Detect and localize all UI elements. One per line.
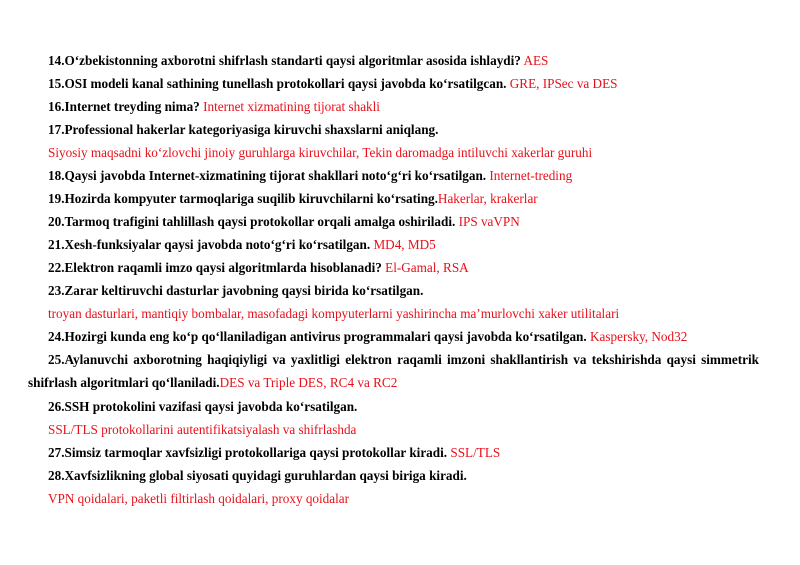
question-27: [28, 441, 759, 464]
question-26: [28, 395, 759, 418]
question-24: [28, 325, 759, 348]
question-text: 24.Hozirgi kunda eng ko‘p qo‘llaniladigan antivirus programmalari qaysi javobda ko‘rsatilgan.: [48, 329, 587, 344]
question-text: 21.Xesh-funksiyalar qaysi javobda noto‘g‘ri ko‘rsatilgan.: [48, 237, 371, 252]
question-text: 18.Qaysi javobda Internet-xizmatining tijorat shakllari noto‘g‘ri ko‘rsatilgan.: [48, 168, 487, 183]
question-17: [28, 118, 759, 141]
answer-26: [48, 418, 759, 441]
answer-text: AES: [523, 53, 549, 68]
question-text: 17.Professional hakerlar kategoriyasiga kiruvchi shaxslarni aniqlang.: [48, 122, 439, 137]
question-14: [28, 49, 759, 72]
question-28: [28, 464, 759, 487]
question-text: 23.Zarar keltiruvchi dasturlar javobning qaysi birida ko‘rsatilgan.: [48, 283, 424, 298]
answer-text: MD4, MD5: [373, 237, 436, 252]
question-21: [28, 233, 759, 256]
answer-text: SSL/TLS: [450, 445, 501, 460]
question-23: [28, 279, 759, 302]
question-18: [28, 164, 759, 187]
question-text: 26.SSH protokolini vazifasi qaysi javobda ko‘rsatilgan.: [48, 399, 358, 414]
answer-text: VPN qoidalari, paketli filtirlash qoidalari, proxy qoidalar: [48, 491, 350, 506]
answer-text: GRE, IPSec va DES: [509, 76, 618, 91]
question-text: 15.OSI modeli kanal sathining tunellash protokollari qaysi javobda ko‘rsatilgcan.: [48, 76, 507, 91]
answer-text: Internet-treding: [489, 168, 573, 183]
answer-text: SSL/TLS protokollarini autentifikatsiyalash va shifrlashda: [48, 422, 357, 437]
question-text: 16.Internet treyding nima?: [48, 99, 200, 114]
answer-17: [48, 141, 759, 164]
question-text: 20.Tarmoq trafigini tahlillash qaysi protokollar orqali amalga oshiriladi.: [48, 214, 456, 229]
question-20: [28, 210, 759, 233]
answer-28: [48, 487, 759, 510]
question-text: 28.Xavfsizlikning global siyosati quyidagi guruhlardan qaysi biriga kiradi.: [48, 468, 467, 483]
answer-text: Hakerlar, krakerlar: [437, 191, 538, 206]
question-15: [28, 72, 759, 95]
question-text: 22.Elektron raqamli imzo qaysi algoritmlarda hisoblanadi?: [48, 260, 382, 275]
answer-text: Kaspersky, Nod32: [590, 329, 688, 344]
question-text: 19.Hozirda kompyuter tarmoqlariga suqilib kiruvchilarni ko‘rsating.: [48, 191, 438, 206]
question-text: 14.O‘zbekistonning axborotni shifrlash standarti qaysi algoritmlar asosida ishlaydi?: [48, 53, 521, 68]
question-25: [28, 348, 759, 394]
answer-text: Internet xizmatining tijorat shakli: [203, 99, 380, 114]
answer-23: [48, 302, 759, 325]
answer-text: El-Gamal, RSA: [385, 260, 469, 275]
answer-text: troyan dasturlari, mantiqiy bombalar, masofadagi kompyuterlarni yashirincha ma’murlovchi xaker utilitalari: [48, 306, 620, 321]
question-19: [28, 187, 759, 210]
question-text: 27.Simsiz tarmoqlar xavfsizligi protokollariga qaysi protokollar kiradi.: [48, 445, 448, 460]
answer-text: DES va Triple DES, RC4 va RC2: [219, 375, 398, 390]
question-16: [28, 95, 759, 118]
answer-text: Siyosiy maqsadni ko‘zlovchi jinoiy guruhlarga kiruvchilar, Tekin daromadga intiluvchi xakerlar guruhi: [48, 145, 593, 160]
question-22: [28, 256, 759, 279]
question-text: 25.Aylanuvchi axborotning haqiqiyligi va yaxlitligi elektron raqamli imzoni shakllantirish va tekshirishda qaysi simmetrik shifrlash algoritmlari qo‘llaniladi.: [28, 352, 759, 390]
answer-text: IPS vaVPN: [458, 214, 520, 229]
